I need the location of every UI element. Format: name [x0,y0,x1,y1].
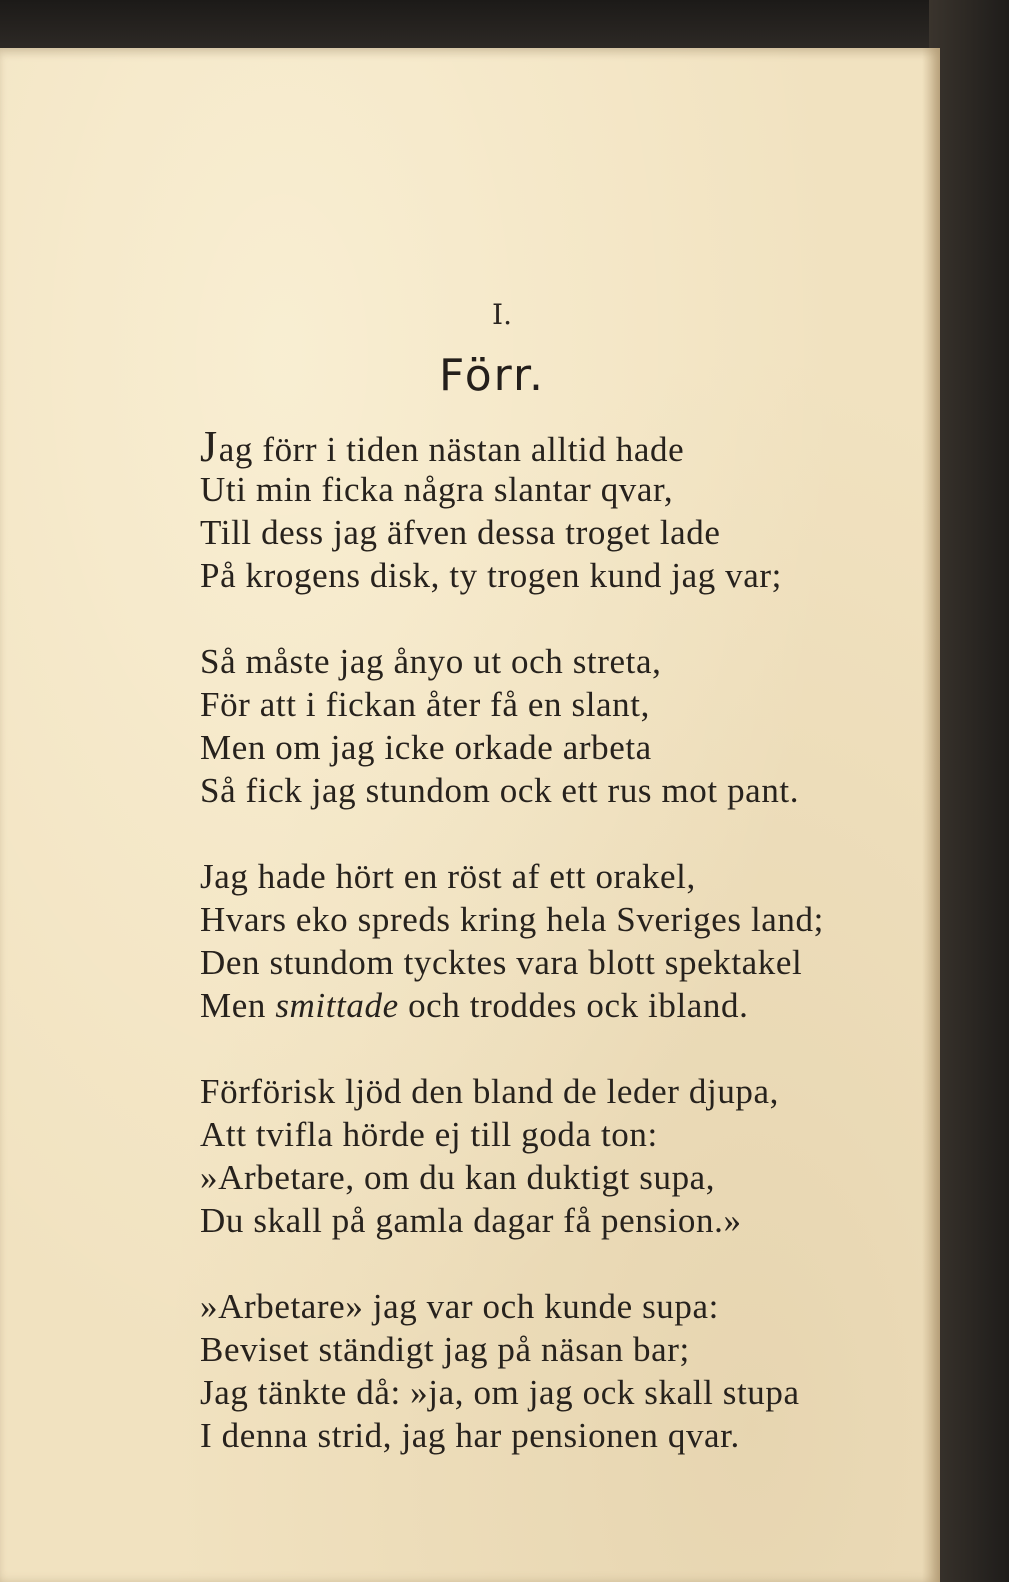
poem-line: Till dess jag äfven dessa troget lade [200,513,721,552]
poem-line: Att tvifla hörde ej till goda ton: [200,1115,658,1154]
poem-line [200,984,880,1027]
initial-letter: J [200,422,218,471]
poem-line: För att i fickan åter få en slant, [200,685,650,724]
poem-line: »Arbetare, om du kan duktigt supa, [200,1158,716,1197]
stanza [200,422,880,597]
poem-line-text: och troddes ock ibland. [398,986,749,1025]
poem-line [200,422,880,471]
poem-line: Men om jag icke orkade arbeta [200,728,652,767]
poem-line: Den stundom tycktes vara blott spektakel [200,943,803,982]
poem-line: Jag tänkte då: »ja, om jag ock skall stupa [200,1373,800,1412]
stanza [200,640,880,812]
scan-background-right [929,0,1009,1582]
italic-word: smittade [275,986,399,1025]
poem-line: Så fick jag stundom ock ett rus mot pant. [200,771,800,810]
poem-title: Förr. [438,350,545,401]
poem-line: Hvars eko spreds kring hela Sveriges land; [200,900,824,939]
poem-line: I denna strid, jag har pensionen qvar. [200,1416,740,1455]
poem-line: Uti min ficka några slantar qvar, [200,470,674,509]
poem-line: Beviset ständigt jag på näsan bar; [200,1330,690,1369]
stanza [200,1070,880,1242]
poem-line: Så måste jag ånyo ut och streta, [200,642,662,681]
page-edge-shadow [922,48,940,1582]
poem-line: På krogens disk, ty trogen kund jag var; [200,556,782,595]
stanza [200,855,880,1027]
poem-line: Förförisk ljöd den bland de leder djupa, [200,1072,780,1111]
poem-line-text: Men [200,986,276,1025]
poem-line-text: ag förr i tiden nästan alltid hade [218,430,685,469]
poem-line: Jag hade hört en röst af ett orakel, [200,857,696,896]
poem-line: »Arbetare» jag var och kunde supa: [200,1287,719,1326]
scan-background-top [0,0,1009,52]
section-number: I. [492,298,512,331]
poem-body [200,422,880,1500]
poem-line: Du skall på gamla dagar få pension.» [200,1201,742,1240]
stanza [200,1285,880,1457]
